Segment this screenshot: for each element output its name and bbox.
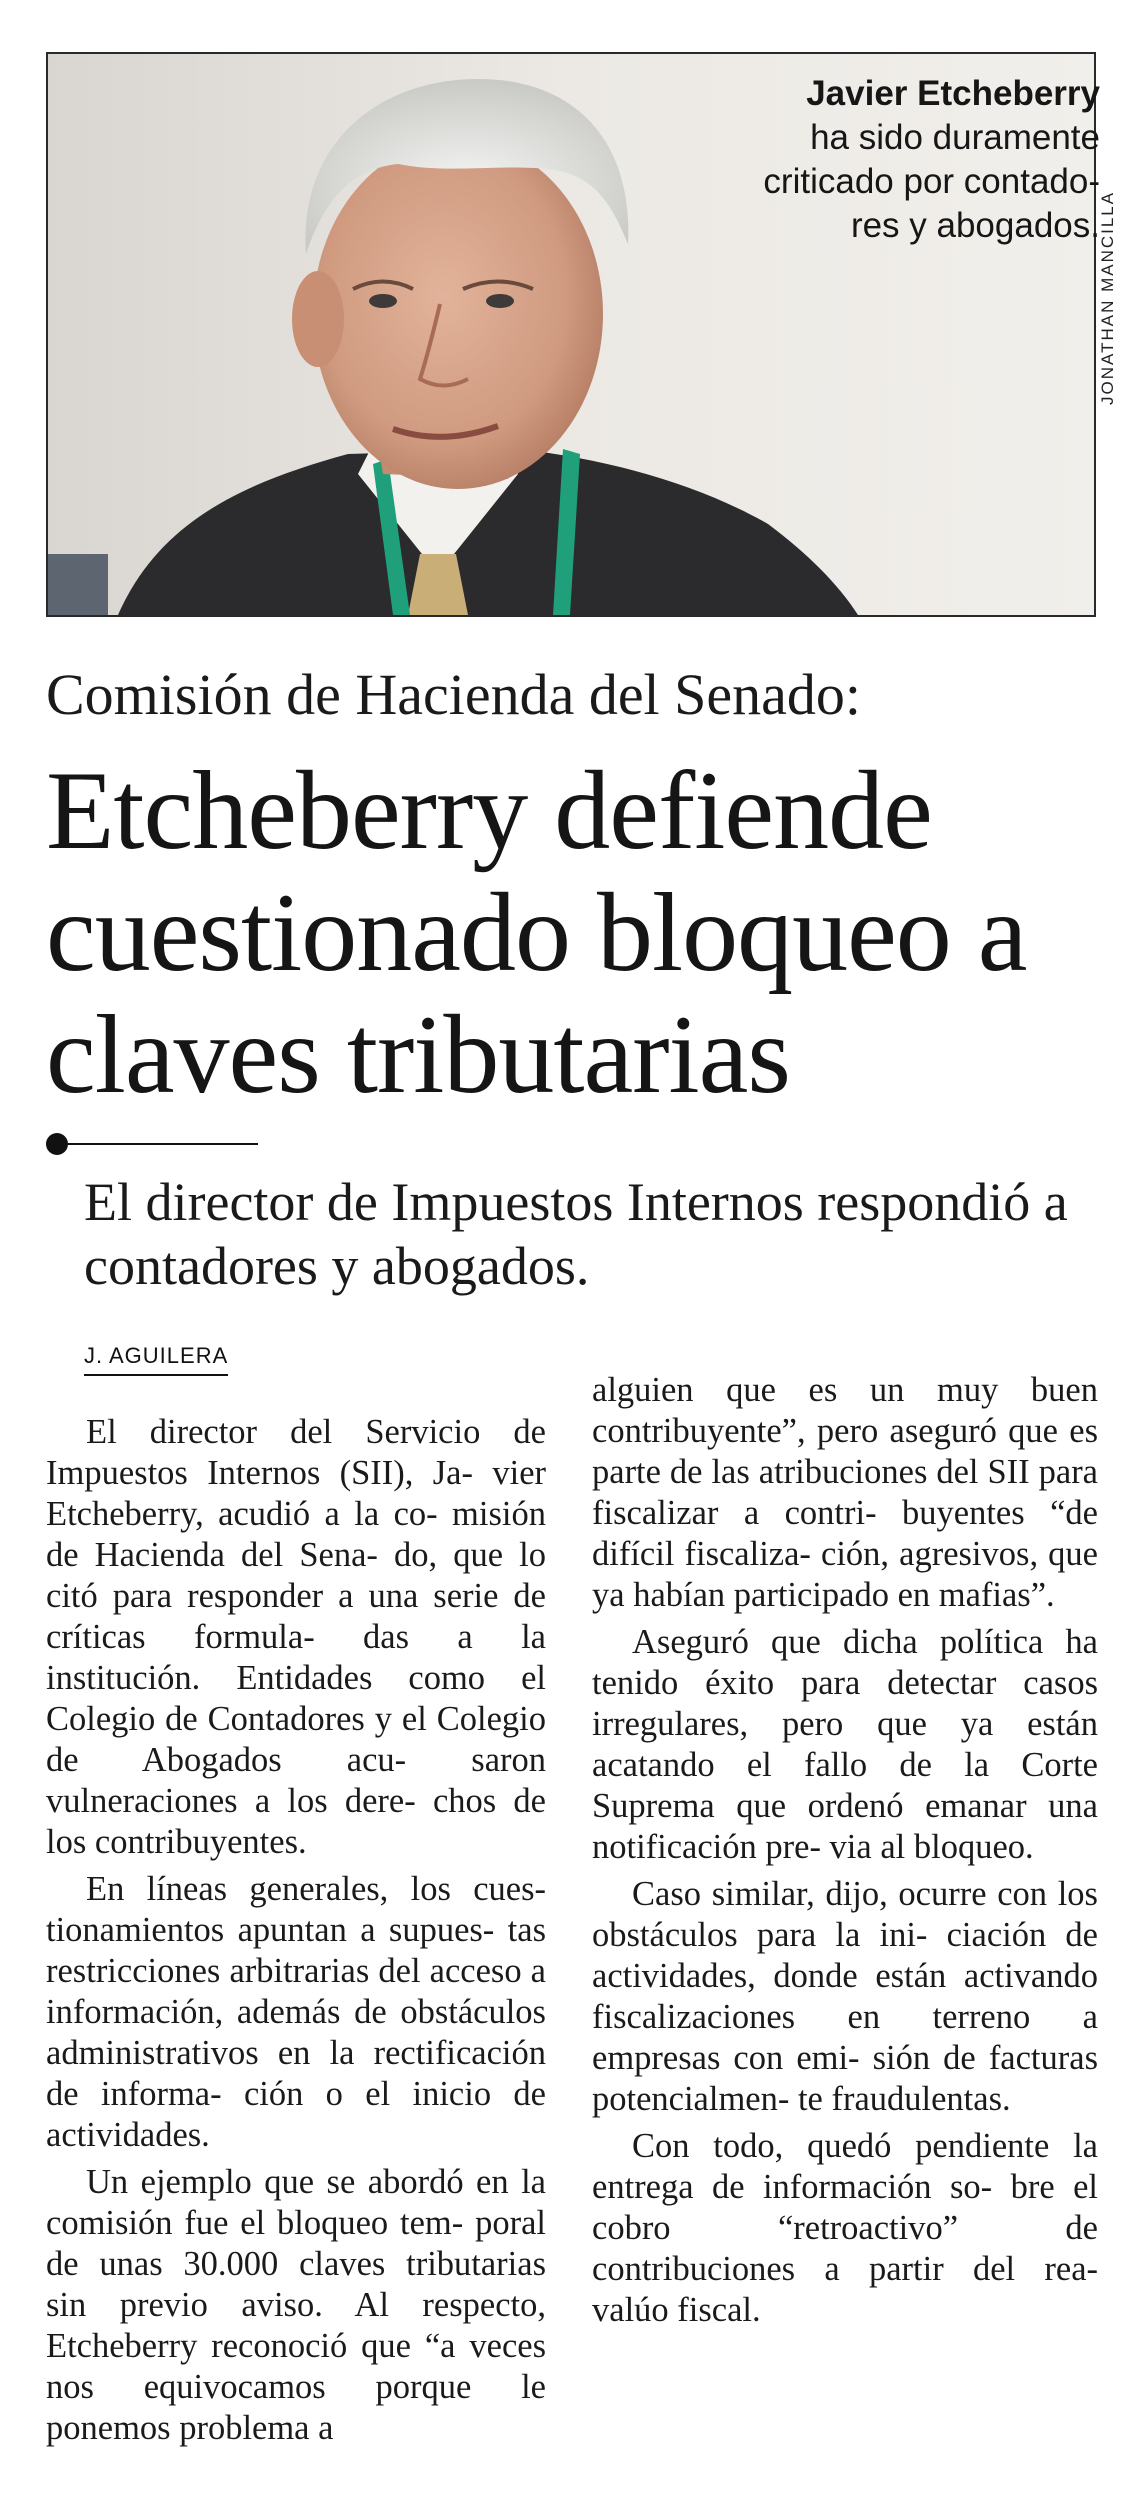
caption-text: ha sido duramente criticado por contado- res y abogados.	[763, 118, 1100, 245]
article-paragraph: alguien que es un muy buen contribuyente”, pero aseguró que es parte de las atribuciones del SII para fiscalizar a contri- buyentes “de difícil fiscaliza- ción, agresivos, que ya habían participado en mafias”.	[592, 1371, 1098, 1614]
article-paragraph: En líneas generales, los cues- tionamientos apuntan a supues- tas restricciones arbitrarias del acceso a información, además de obstáculos administrativos en la rectificación de informa- ción o el inicio de actividades.	[46, 1870, 546, 2154]
divider-line	[60, 1143, 258, 1145]
article-paragraph: El director del Servicio de Impuestos Internos (SII), Ja- vier Etcheberry, acudió a la co- misión de Hacienda del Sena- do, que lo citó para responder a una serie de críticas formula- das a la institución. Entidades como el Colegio de Contadores y el Colegio de Abogados acu- saron vulneraciones a los dere- chos de los contribuyentes.	[46, 1413, 546, 1861]
article-column-left	[46, 1412, 546, 2449]
article-headline: Etcheberry defiende cuestionado bloqueo a claves tributarias	[46, 749, 1027, 1117]
article-subhead: El director de Impuestos Internos respondió a contadores y abogados.	[84, 1172, 1068, 1296]
article-kicker: Comisión de Hacienda del Senado:	[46, 662, 862, 727]
photo-caption	[740, 72, 1100, 248]
article-paragraph: Un ejemplo que se abordó en la comisión fue el bloqueo tem- poral de unas 30.000 claves tributarias sin previo aviso. Al respecto, Etcheberry reconoció que “a veces nos equivocamos porque le ponemos problema a	[46, 2163, 546, 2447]
article-column-right	[592, 1370, 1098, 2331]
caption-name: Javier Etcheberry	[806, 74, 1100, 113]
article-byline: J. AGUILERA	[84, 1343, 228, 1376]
article-paragraph: Aseguró que dicha política ha tenido éxito para detectar casos irregulares, pero que ya están acatando el fallo de la Corte Suprema que ordenó emanar una notificación pre- via al bloqueo.	[592, 1623, 1098, 1866]
article-paragraph: Caso similar, dijo, ocurre con los obstáculos para la ini- ciación de actividades, donde están activando fiscalizaciones en terreno a empresas con emi- sión de facturas potencialmen- te fraudulentas.	[592, 1875, 1098, 2118]
article-paragraph: Con todo, quedó pendiente la entrega de información so- bre el cobro “retroactivo” de contribuciones a partir del rea- valúo fiscal.	[592, 2127, 1098, 2329]
photo-credit: JONATHAN MANCILLA	[1098, 190, 1117, 405]
